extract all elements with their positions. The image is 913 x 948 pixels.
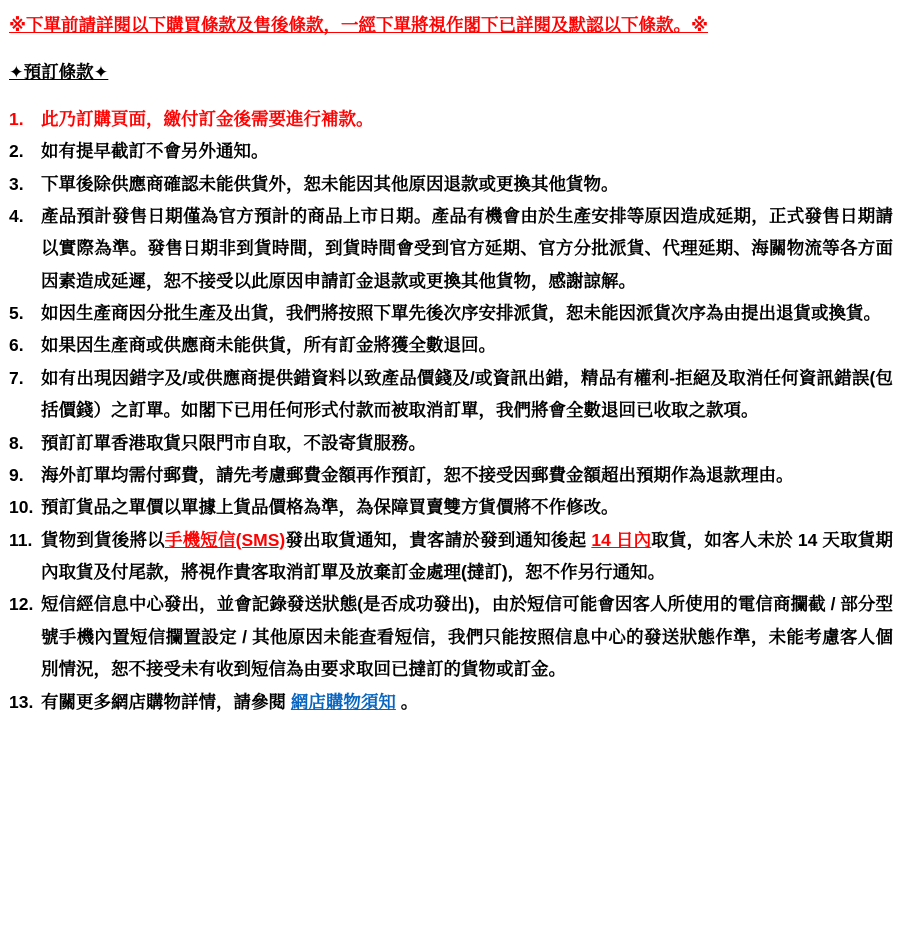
term-text — [41, 686, 893, 718]
term-item — [9, 200, 893, 297]
term-text — [41, 491, 893, 523]
term-item — [9, 459, 893, 491]
term-text-segment: 如有出現因錯字及/或供應商提供錯資料以致產品價錢及/或資訊出錯，精品有權利-拒絕及取消任何資訊錯誤(包括價錢）之訂單。如閣下已用任何形式付款而被取消訂單，我們將會全數退回已收取之款項。 — [41, 367, 893, 421]
term-number: 12. — [9, 594, 34, 615]
term-text — [41, 135, 893, 167]
store-shopping-notice-link[interactable]: 網店購物須知 — [290, 691, 396, 712]
term-item — [9, 524, 893, 589]
term-text-segment: 如因生產商因分批生產及出貨，我們將按照下單先後次序安排派貨，恕未能因派貨次序為由提出退貨或換貨。 — [41, 303, 881, 323]
term-text — [41, 362, 893, 427]
term-item — [9, 168, 893, 200]
term-number: 9. — [9, 464, 24, 485]
term-number: 10. — [9, 497, 34, 518]
term-text-segment: 此乃訂購頁面，繳付訂金後需要進行補款。 — [41, 108, 374, 129]
page-title: ※下單前請詳閱以下購買條款及售後條款，一經下單將視作閣下已詳閱及默認以下條款。※ — [9, 15, 709, 35]
term-text-segment: 有關更多網店購物詳情，請參閱 — [41, 691, 291, 712]
term-text-segment: 。 — [395, 691, 419, 712]
term-text — [41, 524, 893, 589]
term-item — [9, 329, 893, 361]
term-text-segment: 貨物到貨後將以 — [41, 529, 165, 550]
term-text-segment: 海外訂單均需付郵費，請先考慮郵費金額再作預訂，恕不接受因郵費金額超出預期作為退款理由。 — [41, 464, 794, 485]
term-item — [9, 103, 893, 135]
term-text — [41, 427, 893, 459]
term-text-segment: 短信經信息中心發出，並會記錄發送狀態(是否成功發出)，由於短信可能會因客人所使用的電信商攔截 / 部分型號手機內置短信攔置設定 / 其他原因未能查看短信，我們只能按照信息中心的發送狀態作準，未能考慮客人個別情況，恕不接受未有收到短信為由要求取回已撻訂的貨物或訂金。 — [41, 594, 893, 680]
term-text-segment: 預訂訂單香港取貨只限門市自取，不設寄貨服務。 — [41, 432, 426, 453]
term-text — [41, 459, 893, 491]
term-number: 6. — [9, 335, 24, 356]
term-text-segment: 如有提早截訂不會另外通知。 — [41, 141, 269, 162]
term-item — [9, 362, 893, 427]
term-text-segment: 發出取貨通知，貴客請於發到通知後起 — [285, 529, 592, 550]
term-number: 13. — [9, 691, 34, 712]
terms-list — [9, 103, 893, 718]
term-text-segment: 取貨，如客人未於 14 天取貨期內取貨及付尾款，將視作貴客取消訂單及放棄訂金處理(撻訂)，恕不作另行通知。 — [41, 529, 894, 582]
term-text — [41, 168, 893, 200]
highlighted-red-text: 手機短信(SMS) — [164, 529, 286, 550]
term-item — [9, 686, 893, 718]
term-number: 5. — [9, 303, 24, 323]
term-text-segment: 產品預計發售日期僅為官方預計的商品上市日期。產品有機會由於生產安排等原因造成延期，正式發售日期請以實際為準。發售日期非到貨時間，到貨時間會受到官方延期、官方分批派貨、代理延期、海關物流等各方面因素造成延遲，恕不接受以此原因申請訂金退款或更換其他貨物，感謝諒解。 — [41, 205, 893, 291]
term-number: 8. — [9, 432, 24, 453]
term-number: 11. — [9, 529, 33, 550]
term-text — [41, 200, 893, 297]
term-number: 2. — [9, 141, 24, 162]
term-item — [9, 297, 893, 329]
term-text — [41, 588, 893, 685]
term-text — [41, 297, 893, 329]
term-text — [41, 103, 893, 135]
term-number: 1. — [9, 108, 24, 129]
term-text-segment: 預訂貨品之單價以單據上貨品價格為準，為保障買賣雙方貨價將不作修改。 — [41, 497, 619, 518]
term-item — [9, 427, 893, 459]
term-text-segment: 下單後除供應商確認未能供貨外，恕未能因其他原因退款或更換其他貨物。 — [41, 173, 619, 194]
term-number: 4. — [9, 205, 24, 226]
term-text-segment: 如果因生產商或供應商未能供貨，所有訂金將獲全數退回。 — [41, 335, 496, 356]
term-item — [9, 588, 893, 685]
term-text — [41, 329, 893, 361]
term-number: 7. — [9, 367, 24, 388]
term-item — [9, 135, 893, 167]
highlighted-red-text: 14 日內 — [591, 529, 652, 550]
section-header-preorder-terms: ✦預訂條款✦ — [9, 62, 109, 83]
term-number: 3. — [9, 173, 24, 194]
term-item — [9, 491, 893, 523]
